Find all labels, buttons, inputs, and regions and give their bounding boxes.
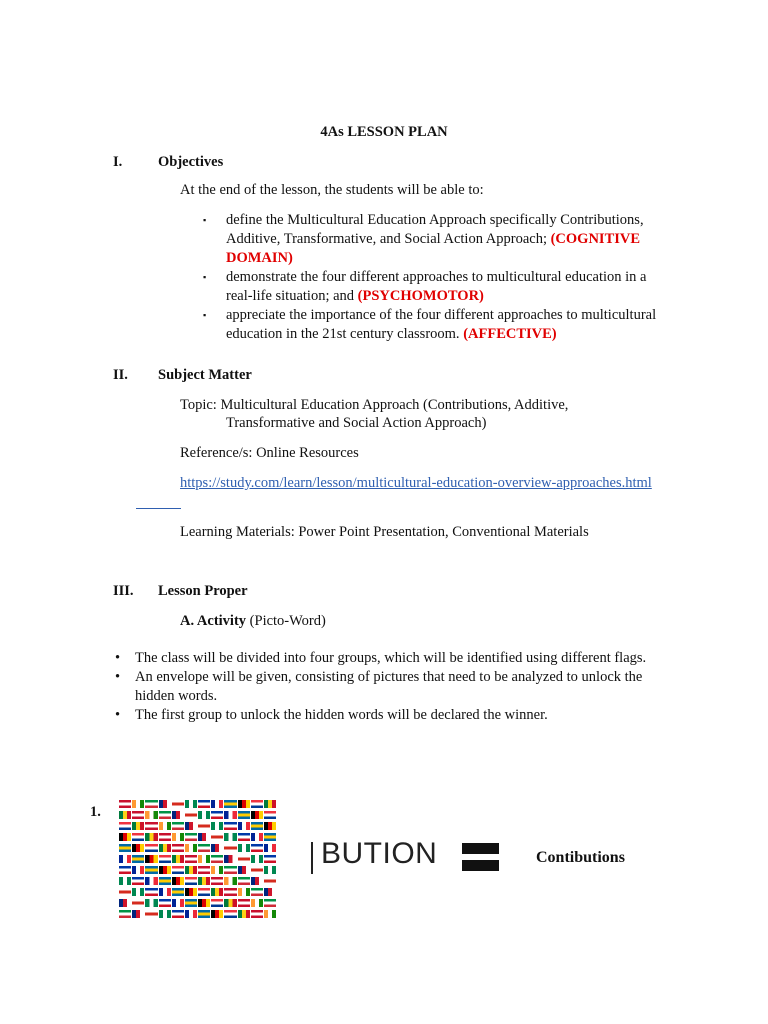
flag-tile (145, 833, 157, 841)
flag-tile (211, 822, 223, 830)
section-numeral-subject: II. (113, 367, 128, 383)
flag-tile (238, 855, 250, 863)
flag-tile (119, 811, 131, 819)
flag-tile (238, 811, 250, 819)
flag-tile (145, 855, 157, 863)
flag-tile (251, 800, 263, 808)
objective-domain: (PSYCHOMOTOR) (357, 288, 484, 304)
flag-tile (251, 811, 263, 819)
flag-tile (119, 877, 131, 885)
flag-tile (159, 888, 171, 896)
flag-tile (119, 855, 131, 863)
flag-tile (145, 910, 157, 918)
flag-tile (264, 844, 276, 852)
flag-tile (145, 899, 157, 907)
flag-tile (185, 844, 197, 852)
flag-tile (264, 877, 276, 885)
flag-tile (238, 910, 250, 918)
flag-tile (224, 811, 236, 819)
flag-tile (251, 899, 263, 907)
flag-tile (224, 899, 236, 907)
flag-tile (224, 855, 236, 863)
flag-tile (251, 844, 263, 852)
flag-tile (264, 910, 276, 918)
objective-domain: (COGNITIVE DOMAIN) (226, 231, 641, 266)
objective-item (203, 306, 673, 344)
flag-tile (238, 800, 250, 808)
flag-tile (198, 822, 210, 830)
flag-tile (159, 877, 171, 885)
reference-link[interactable]: https://study.com/learn/lesson/multicultural-education-overview-approaches.html (180, 475, 652, 491)
flag-tile (119, 899, 131, 907)
world-flags-image (119, 800, 276, 918)
objectives-list (203, 211, 673, 344)
flag-tile (145, 822, 157, 830)
flag-tile (172, 899, 184, 907)
document-title: 4As LESSON PLAN (320, 124, 448, 140)
flag-tile (145, 844, 157, 852)
flag-tile (198, 910, 210, 918)
learning-materials: Learning Materials: Power Point Presentation, Conventional Materials (180, 524, 589, 540)
flag-tile (238, 888, 250, 896)
square-bullet-icon: ▪ (203, 272, 207, 282)
bullet-text: An envelope will be given, consisting of pictures that need to be analyzed to unlock the hidden words. (135, 669, 643, 704)
equals-icon-lower-bar (462, 860, 499, 871)
flag-tile (132, 822, 144, 830)
flag-tile (172, 833, 184, 841)
puzzle-number: 1. (90, 804, 101, 820)
equals-icon (462, 843, 499, 854)
flag-tile (159, 855, 171, 863)
topic-line-2: Transformative and Social Action Approach) (226, 415, 487, 431)
flag-tile (198, 866, 210, 874)
flag-tile (251, 866, 263, 874)
flag-tile (159, 899, 171, 907)
flag-tile (198, 844, 210, 852)
flag-tile (211, 833, 223, 841)
flag-tile (185, 899, 197, 907)
flag-tile (211, 811, 223, 819)
flag-tile (251, 833, 263, 841)
flag-tile (224, 877, 236, 885)
flag-tile (145, 877, 157, 885)
bullet-dot-icon: • (115, 650, 121, 666)
flag-tile (132, 855, 144, 863)
flag-tile (172, 822, 184, 830)
flag-tile (132, 888, 144, 896)
flag-tile (198, 877, 210, 885)
flag-tile (264, 800, 276, 808)
flag-tile (132, 899, 144, 907)
flag-tile (119, 888, 131, 896)
section-numeral-objectives: I. (113, 154, 123, 170)
flag-tile (119, 833, 131, 841)
activity-label: A. Activity (180, 613, 247, 629)
flag-tile (132, 833, 144, 841)
flag-tile (251, 910, 263, 918)
flag-tile (251, 877, 263, 885)
flag-tile (185, 866, 197, 874)
list-item (113, 706, 673, 725)
flag-tile (211, 844, 223, 852)
flag-tile (198, 800, 210, 808)
bullet-dot-icon: • (115, 707, 121, 723)
flag-tile (159, 822, 171, 830)
flag-tile (185, 877, 197, 885)
section-heading-subject: Subject Matter (158, 367, 252, 383)
objective-domain: (AFFECTIVE) (463, 326, 557, 342)
flag-tile (264, 833, 276, 841)
flag-tile (172, 877, 184, 885)
divider-bar (311, 842, 313, 874)
section-heading-objectives: Objectives (158, 154, 224, 170)
flag-tile (224, 833, 236, 841)
flag-tile (159, 910, 171, 918)
flag-tile (132, 811, 144, 819)
flag-tile (119, 910, 131, 918)
flag-tile (211, 855, 223, 863)
objective-text: appreciate the importance of the four different approaches to multicultural education in the 21st century classroom. (226, 307, 657, 342)
flag-tile (119, 822, 131, 830)
flag-tile (172, 910, 184, 918)
flag-tile (198, 811, 210, 819)
flag-tile (132, 910, 144, 918)
link-underline-continuation (136, 508, 181, 509)
flag-tile (119, 800, 131, 808)
flag-tile (211, 866, 223, 874)
flag-tile (238, 833, 250, 841)
flag-tile (132, 866, 144, 874)
flag-tile (238, 877, 250, 885)
activity-name: (Picto-Word) (249, 613, 326, 629)
activity-heading (180, 613, 326, 630)
flag-tile (238, 844, 250, 852)
flag-tile (224, 910, 236, 918)
objective-item (203, 211, 673, 268)
flag-tile (132, 844, 144, 852)
flag-tile (264, 822, 276, 830)
flag-tile (185, 855, 197, 863)
flag-tile (251, 822, 263, 830)
flag-tile (172, 855, 184, 863)
flag-tile (119, 844, 131, 852)
flag-tile (159, 866, 171, 874)
flag-tile (145, 888, 157, 896)
topic-line-1: Topic: Multicultural Education Approach (Contributions, Additive, (180, 397, 569, 413)
flag-tile (185, 910, 197, 918)
flag-tile (132, 877, 144, 885)
flag-tile (172, 866, 184, 874)
objective-text: define the Multicultural Education Approach specifically Contributions, Additive, Transformative, and Social Action Approach; (226, 212, 644, 247)
flag-tile (172, 811, 184, 819)
flag-tile (251, 855, 263, 863)
flag-tile (264, 899, 276, 907)
flag-tile (198, 833, 210, 841)
flag-tile (145, 866, 157, 874)
flag-tile (264, 866, 276, 874)
flag-tile (185, 811, 197, 819)
flag-tile (159, 800, 171, 808)
word-fragment: BUTION (321, 837, 438, 870)
list-item (113, 668, 673, 706)
flag-tile (211, 910, 223, 918)
flag-tile (211, 899, 223, 907)
bullet-text: The first group to unlock the hidden words will be declared the winner. (135, 707, 548, 723)
flag-tile (251, 888, 263, 896)
flag-tile (132, 800, 144, 808)
objective-text: demonstrate the four different approaches to multicultural education in a real-life situation; and (226, 269, 647, 304)
flag-tile (238, 899, 250, 907)
flag-tile (198, 855, 210, 863)
flag-tile (211, 877, 223, 885)
flag-tile (198, 899, 210, 907)
objectives-intro: At the end of the lesson, the students will be able to: (180, 182, 484, 198)
flag-tile (238, 866, 250, 874)
list-item (113, 649, 673, 668)
flag-tile (119, 866, 131, 874)
flag-tile (264, 855, 276, 863)
objective-item (203, 268, 673, 306)
flag-tile (172, 800, 184, 808)
section-heading-lesson: Lesson Proper (158, 583, 248, 599)
flag-tile (159, 811, 171, 819)
flag-tile (185, 822, 197, 830)
square-bullet-icon: ▪ (203, 310, 207, 320)
reference-line: Reference/s: Online Resources (180, 445, 359, 461)
flag-tile (224, 866, 236, 874)
flag-tile (198, 888, 210, 896)
flag-tile (211, 800, 223, 808)
bullet-text: The class will be divided into four groups, which will be identified using different flags. (135, 650, 647, 666)
puzzle-answer: Contibutions (536, 849, 625, 866)
activity-bullets (113, 649, 673, 725)
flag-tile (224, 822, 236, 830)
flag-tile (145, 800, 157, 808)
section-numeral-lesson: III. (113, 583, 134, 599)
flag-tile (159, 833, 171, 841)
flag-tile (172, 888, 184, 896)
flag-tile (211, 888, 223, 896)
flag-tile (145, 811, 157, 819)
bullet-dot-icon: • (115, 669, 121, 685)
square-bullet-icon: ▪ (203, 215, 207, 225)
flag-tile (224, 888, 236, 896)
flag-tile (224, 800, 236, 808)
flag-tile (185, 800, 197, 808)
flag-tile (159, 844, 171, 852)
flag-tile (224, 844, 236, 852)
flag-tile (238, 822, 250, 830)
flag-tile (264, 888, 276, 896)
flag-tile (185, 888, 197, 896)
flag-tile (264, 811, 276, 819)
flag-tile (185, 833, 197, 841)
flag-tile (172, 844, 184, 852)
